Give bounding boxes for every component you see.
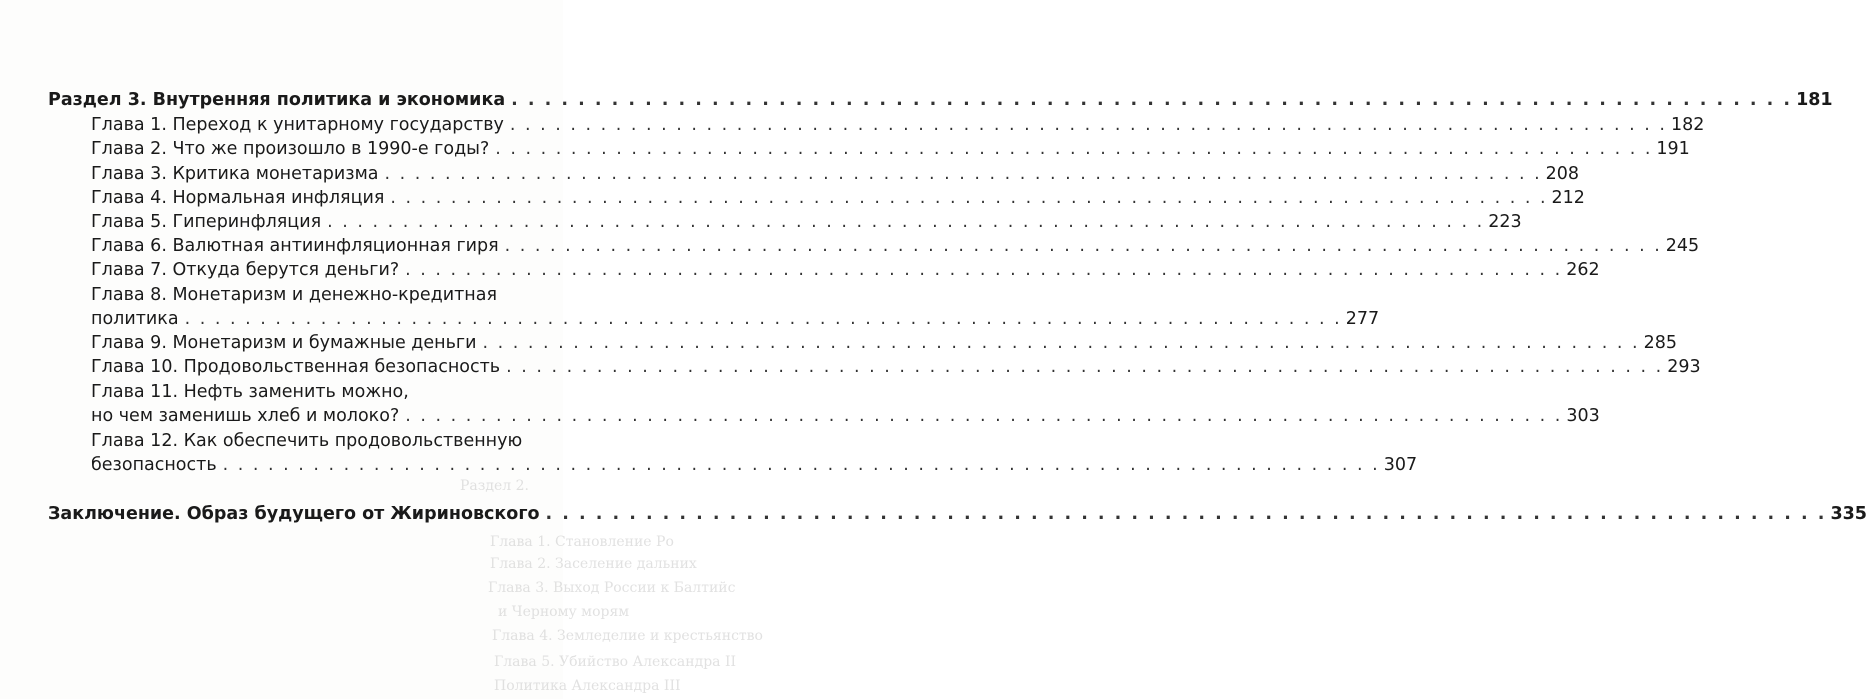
toc-chapter-7 (91, 258, 1600, 282)
toc-chapter-10 (91, 355, 1701, 379)
leader-dots (179, 307, 1346, 331)
leader-dots (321, 210, 1488, 234)
toc-page-number: 262 (1566, 260, 1600, 280)
toc-page-number: 285 (1643, 333, 1677, 353)
bleed-through-text: Глава 5. Убийство Александра II (494, 654, 737, 670)
toc-chapter-title: Глава 9. Монетаризм и бумажные деньги (91, 333, 477, 353)
toc-chapter-title: Глава 6. Валютная антиинфляционная гиря (91, 236, 499, 256)
toc-page-number: 303 (1566, 406, 1600, 426)
toc-chapter-2 (91, 137, 1690, 161)
leader-dots (399, 404, 1566, 428)
toc-page-number: 212 (1551, 188, 1585, 208)
toc-conclusion-title: Заключение. Образ будущего от Жириновского (48, 504, 540, 524)
toc-page-number: 277 (1345, 309, 1380, 329)
leader-dots (399, 258, 1566, 282)
toc-page-number: 335 (1830, 504, 1867, 524)
toc-page-number: 223 (1488, 212, 1522, 232)
leader-dots (384, 186, 1551, 210)
bleed-through-text: Глава 1. Становление Ро (490, 534, 674, 550)
toc-chapter-12 (91, 453, 1418, 477)
bleed-through-text: Глава 3. Выход России к Балтийс (488, 580, 736, 596)
bleed-through-text: Политика Александра III (494, 678, 681, 694)
toc-page-number: 293 (1667, 357, 1701, 377)
toc-section-3 (48, 88, 1833, 112)
toc-chapter-12-title-line1: Глава 12. Как обеспечить продовольственную (91, 431, 523, 451)
leader-dots (489, 137, 1656, 161)
toc-chapter-1 (91, 113, 1705, 137)
toc-section-title: Раздел 3. Внутренняя политика и экономика (48, 90, 506, 110)
toc-chapter-8-title-line1: Глава 8. Монетаризм и денежно-кредитная (91, 285, 497, 305)
toc-chapter-title: безопасность (91, 455, 217, 475)
toc-chapter-title: Глава 10. Продовольственная безопасность (91, 357, 501, 377)
toc-chapter-11 (91, 404, 1600, 428)
leader-dots (500, 355, 1667, 379)
toc-page-number: 208 (1545, 164, 1580, 184)
toc-chapter-title: Глава 4. Нормальная инфляция (91, 188, 385, 208)
toc-chapter-6 (91, 234, 1700, 258)
toc-chapter-title: Глава 2. Что же произошло в 1990-е годы? (91, 139, 490, 159)
leader-dots (217, 453, 1384, 477)
bleed-through-text: Глава 4. Земледелие и крестьянство (492, 628, 763, 644)
bleed-through-text: и Черному морям (498, 604, 630, 620)
toc-chapter-title: но чем заменишь хлеб и молоко? (91, 406, 400, 426)
toc-chapter-8 (91, 307, 1380, 331)
toc-chapter-9 (91, 331, 1677, 355)
leader-dots (504, 113, 1671, 137)
toc-page-number: 245 (1665, 236, 1700, 256)
toc-chapter-title: Глава 1. Переход к унитарному государству (91, 115, 504, 135)
toc-page-number: 181 (1796, 90, 1833, 110)
toc-chapter-title: политика (91, 309, 179, 329)
leader-dots (379, 162, 1546, 186)
toc-chapter-5 (91, 210, 1522, 234)
bleed-through-text: Глава 2. Заселение дальних (490, 556, 697, 572)
toc-page-number: 191 (1656, 139, 1690, 159)
leader-dots (540, 502, 1831, 526)
leader-dots (499, 234, 1666, 258)
toc-chapter-title: Глава 3. Критика монетаризма (91, 164, 379, 184)
toc-page-number: 307 (1383, 455, 1418, 475)
toc-chapter-title: Глава 5. Гиперинфляция (91, 212, 322, 232)
toc-chapter-title: Глава 7. Откуда берутся деньги? (91, 260, 400, 280)
toc-conclusion (48, 502, 1867, 526)
toc-chapter-3 (91, 162, 1580, 186)
toc-page-number: 182 (1670, 115, 1705, 135)
bleed-through-text: Раздел 2. (460, 478, 530, 494)
toc-chapter-11-title-line1: Глава 11. Нефть заменить можно, (91, 382, 409, 402)
leader-dots (505, 88, 1796, 112)
toc-chapter-4 (91, 186, 1585, 210)
leader-dots (476, 331, 1643, 355)
